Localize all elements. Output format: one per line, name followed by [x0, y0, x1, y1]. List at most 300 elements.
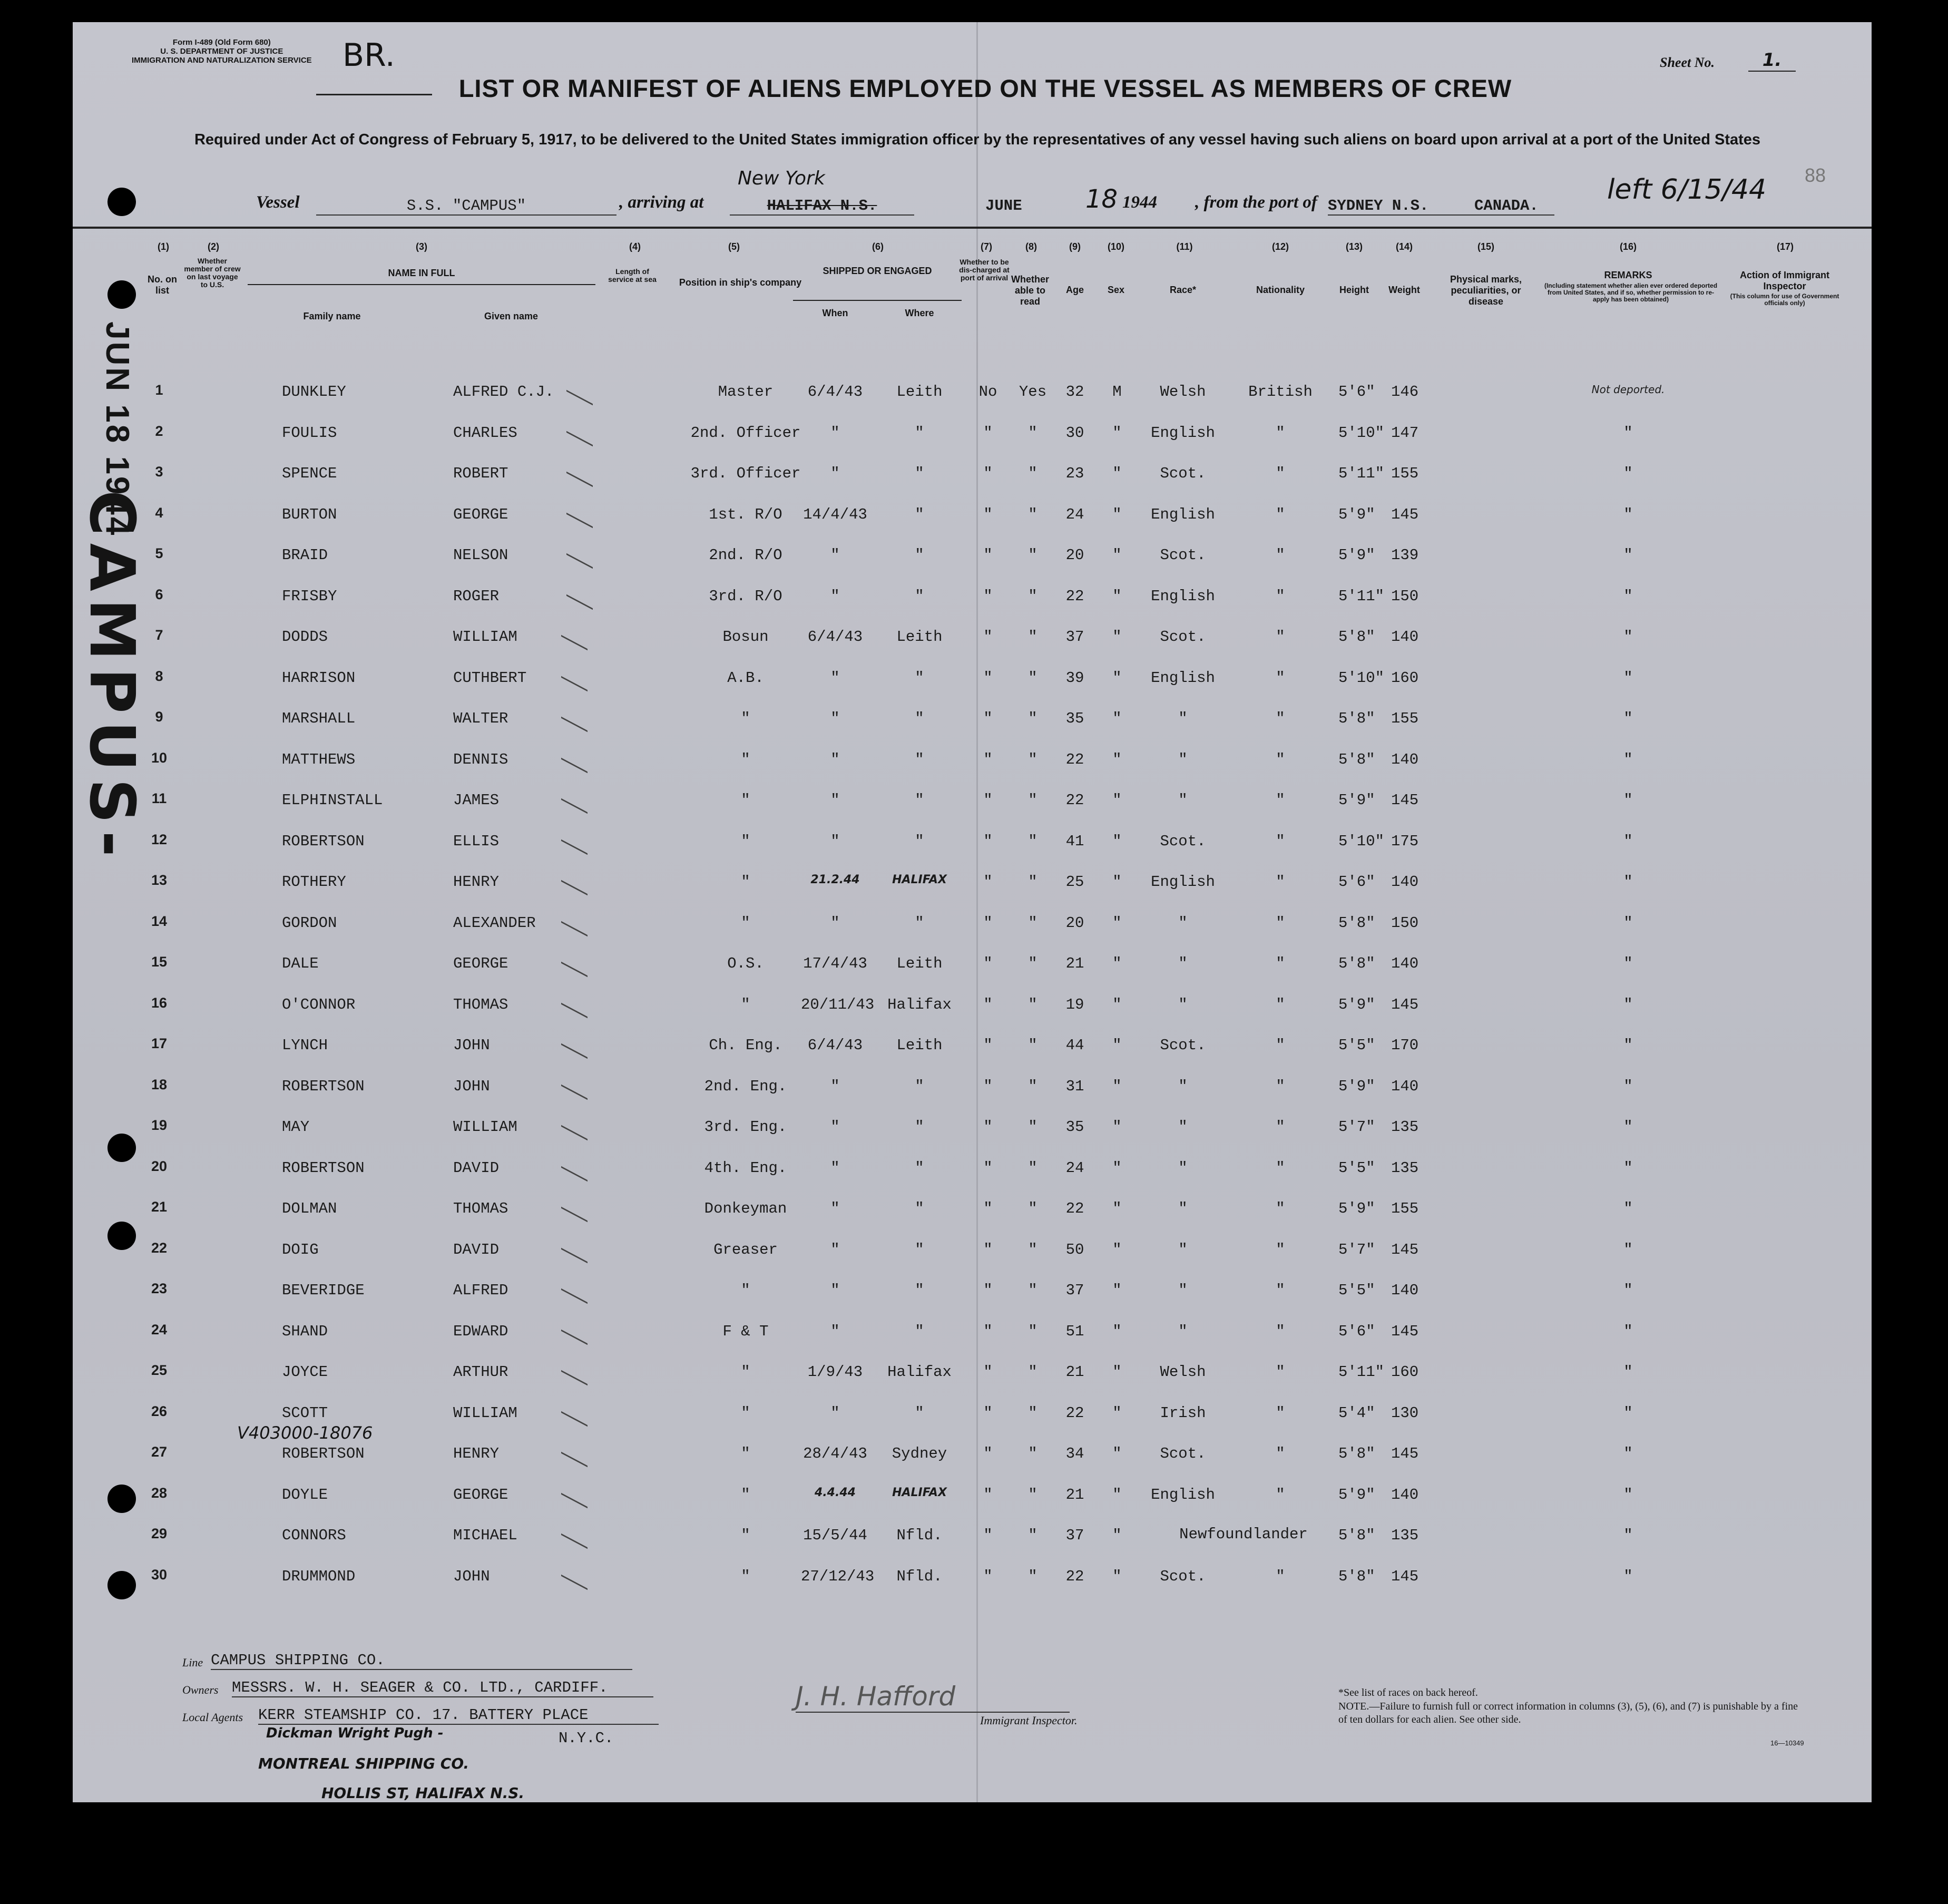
- cell-given: HENRY: [453, 873, 500, 891]
- cell-position: Greaser: [713, 1241, 778, 1258]
- agents-line2: Dickman Wright Pugh -: [266, 1725, 444, 1741]
- sheet-label: Sheet No.: [1660, 55, 1715, 70]
- cell-where: Halifax: [887, 1363, 952, 1381]
- row-number: 19: [151, 1117, 168, 1133]
- cell-weight: 135: [1391, 1159, 1419, 1177]
- table-row: [0, 1036, 1948, 1072]
- cell-remarks: ": [1623, 955, 1633, 972]
- cell-sex: ": [1112, 669, 1122, 687]
- cell-where: ": [915, 832, 924, 850]
- cell-position: ": [741, 995, 750, 1013]
- col-header-sex: Sex: [1107, 285, 1125, 295]
- row-number: 2: [155, 423, 163, 439]
- table-row: [0, 464, 1948, 501]
- cell-age: 51: [1065, 1322, 1084, 1340]
- cell-weight: 155: [1391, 465, 1419, 482]
- table-row: [0, 1526, 1948, 1563]
- cell-when: 6/4/43: [807, 1037, 863, 1054]
- form-dept: U. S. DEPARTMENT OF JUSTICE: [160, 47, 283, 56]
- cell-discharged: ": [983, 1527, 993, 1544]
- cell-height: 5'5": [1338, 1037, 1375, 1054]
- cell-nationality: ": [1276, 628, 1285, 646]
- cell-family: LYNCH: [282, 1037, 328, 1054]
- column-number: (1): [158, 241, 169, 252]
- cell-race: Scot.: [1160, 1567, 1206, 1585]
- cell-age: 21: [1065, 1486, 1084, 1503]
- cell-remarks: ": [1623, 424, 1633, 442]
- cell-weight: 140: [1391, 1486, 1419, 1503]
- from-label: , from the port of: [1195, 193, 1317, 212]
- cell-read: ": [1028, 1567, 1037, 1585]
- cell-height: 5'8": [1338, 1527, 1375, 1544]
- cell-when: ": [830, 1159, 840, 1177]
- cell-given: DAVID: [453, 1159, 500, 1177]
- cell-read: ": [1028, 465, 1037, 482]
- cell-height: 5'8": [1338, 710, 1375, 727]
- cell-read: ": [1028, 1404, 1037, 1422]
- column-number: (14): [1395, 241, 1413, 252]
- cell-sex: ": [1112, 914, 1122, 932]
- cell-given: HENRY: [453, 1445, 500, 1462]
- cell-when: ": [830, 1282, 840, 1299]
- cell-when: ": [830, 424, 840, 442]
- cell-position: Donkeyman: [704, 1200, 787, 1217]
- col-header-no: No. on list: [148, 274, 177, 296]
- cell-read: ": [1028, 1077, 1037, 1095]
- cell-weight: 145: [1391, 792, 1419, 809]
- cell-age: 22: [1065, 792, 1084, 809]
- table-row: [0, 913, 1948, 950]
- row-number: 23: [151, 1281, 168, 1296]
- cell-read: ": [1028, 832, 1037, 850]
- cell-nationality: ": [1276, 1118, 1285, 1136]
- cell-family: DRUMMOND: [282, 1567, 356, 1585]
- cell-family: ROBERTSON: [282, 1445, 365, 1462]
- table-row: [0, 1117, 1948, 1154]
- col-header-race: Race*: [1169, 285, 1197, 295]
- cell-remarks: Not deported.: [1591, 383, 1665, 396]
- table-row: [0, 627, 1948, 664]
- cell-given: ROGER: [453, 587, 500, 605]
- table-row: [0, 587, 1948, 623]
- cell-discharged: ": [983, 505, 993, 523]
- cell-weight: 135: [1391, 1527, 1419, 1544]
- cell-when: 21.2.44: [810, 873, 860, 886]
- cell-race: Scot.: [1160, 546, 1206, 564]
- cell-nationality: ": [1276, 1200, 1285, 1217]
- date-month: JUNE: [985, 197, 1022, 214]
- country: CANADA.: [1474, 197, 1539, 214]
- row-number: 9: [155, 709, 163, 725]
- cell-family: FRISBY: [282, 587, 337, 605]
- cell-race: English: [1151, 424, 1215, 442]
- form-service: IMMIGRATION AND NATURALIZATION SERVICE: [132, 56, 312, 65]
- column-number: (10): [1107, 241, 1124, 252]
- cell-discharged: ": [983, 1118, 993, 1136]
- cell-race: Welsh: [1160, 383, 1206, 401]
- cell-weight: 145: [1391, 505, 1419, 523]
- cell-nationality: ": [1276, 1486, 1285, 1503]
- cell-where: Leith: [896, 628, 943, 646]
- table-row: [0, 750, 1948, 787]
- cell-height: 5'10": [1338, 832, 1385, 850]
- cell-when: 1/9/43: [807, 1363, 863, 1381]
- cell-when: 27/12/43: [801, 1567, 875, 1585]
- cell-family: BURTON: [282, 505, 337, 523]
- cell-discharged: ": [983, 1282, 993, 1299]
- cell-discharged: ": [983, 914, 993, 932]
- cell-age: 22: [1065, 1200, 1084, 1217]
- cell-height: 5'8": [1338, 628, 1375, 646]
- cell-remarks: ": [1623, 465, 1633, 482]
- cell-given: CHARLES: [453, 424, 517, 442]
- cell-race: ": [1178, 995, 1188, 1013]
- cell-given: WALTER: [453, 710, 508, 727]
- cell-remarks: ": [1623, 710, 1633, 727]
- cell-sex: ": [1112, 832, 1122, 850]
- cell-position: 2nd. Eng.: [704, 1077, 787, 1095]
- cell-sex: ": [1112, 1363, 1122, 1381]
- cell-height: 5'11": [1338, 465, 1385, 482]
- cell-remarks: ": [1623, 1363, 1633, 1381]
- cell-discharged: ": [983, 1159, 993, 1177]
- cell-position: 3rd. Officer: [690, 465, 801, 482]
- cell-weight: 135: [1391, 1118, 1419, 1136]
- cell-given: JOHN: [453, 1037, 490, 1054]
- cell-given: THOMAS: [453, 1200, 508, 1217]
- owners-label: Owners: [182, 1683, 219, 1696]
- cell-sex: ": [1112, 1037, 1122, 1054]
- sheet-number: 1.: [1748, 50, 1796, 72]
- cell-where: ": [915, 587, 924, 605]
- col-header-given: Given name: [484, 311, 539, 321]
- cell-sex: ": [1112, 1486, 1122, 1503]
- cell-family: MATTHEWS: [282, 750, 356, 768]
- races-note: *See list of races on back hereof.: [1338, 1687, 1478, 1698]
- cell-weight: 140: [1391, 873, 1419, 891]
- column-number: (15): [1477, 241, 1494, 252]
- table-row: [0, 1199, 1948, 1236]
- cell-position: ": [741, 1527, 750, 1544]
- column-number: (8): [1025, 241, 1037, 252]
- cell-discharged: ": [983, 995, 993, 1013]
- cell-race: Scot.: [1160, 1445, 1206, 1462]
- cell-read: ": [1028, 1363, 1037, 1381]
- cell-given: THOMAS: [453, 995, 508, 1013]
- row-number: 13: [151, 872, 168, 888]
- cell-given: JAMES: [453, 792, 500, 809]
- cell-discharged: ": [983, 832, 993, 850]
- col-header-position: Position in ship's company: [679, 277, 802, 288]
- cell-given: GEORGE: [453, 1486, 508, 1503]
- cell-age: 39: [1065, 669, 1084, 687]
- col-header-height: Height: [1339, 285, 1369, 295]
- arriving-correction: New York: [738, 168, 825, 189]
- cell-position: ": [741, 1282, 750, 1299]
- cell-race: English: [1151, 587, 1215, 605]
- annotation-number: V403000-18076: [237, 1423, 373, 1443]
- cell-nationality: ": [1276, 750, 1285, 768]
- cell-given: NELSON: [453, 546, 508, 564]
- cell-given: ARTHUR: [453, 1363, 508, 1381]
- cell-nationality: ": [1276, 1282, 1285, 1299]
- cell-weight: 146: [1391, 383, 1419, 401]
- cell-age: 35: [1065, 1118, 1084, 1136]
- column-number: (3): [416, 241, 427, 252]
- cell-position: ": [741, 750, 750, 768]
- cell-race: ": [1178, 914, 1188, 932]
- cell-remarks: ": [1623, 1322, 1633, 1340]
- line-label: Line: [182, 1656, 203, 1669]
- cell-nationality: ": [1276, 1322, 1285, 1340]
- cell-race: ": [1178, 710, 1188, 727]
- cell-age: 50: [1065, 1241, 1084, 1258]
- row-number: 3: [155, 464, 163, 480]
- cell-age: 23: [1065, 465, 1084, 482]
- from-port: SYDNEY N.S.: [1328, 197, 1554, 216]
- cell-sex: ": [1112, 546, 1122, 564]
- col-header-name: NAME IN FULL: [248, 268, 595, 285]
- table-row: [0, 382, 1948, 419]
- row-number: 5: [155, 545, 163, 561]
- cell-given: JOHN: [453, 1077, 490, 1095]
- left-note: left 6/15/44: [1607, 174, 1767, 206]
- cell-when: ": [830, 750, 840, 768]
- cell-weight: 140: [1391, 1077, 1419, 1095]
- cell-where: ": [915, 1200, 924, 1217]
- cell-when: ": [830, 1077, 840, 1095]
- column-number: (17): [1776, 241, 1794, 252]
- cell-position: ": [741, 1567, 750, 1585]
- cell-discharged: ": [983, 792, 993, 809]
- table-row: [0, 668, 1948, 705]
- cell-where: ": [915, 465, 924, 482]
- cell-nationality: ": [1276, 1241, 1285, 1258]
- col-header-remarks-note: (Including statement whether alien ever ordered deported from United States, and if so, whether permission to re-apply has been obtained): [1544, 282, 1718, 303]
- cell-read: ": [1028, 424, 1037, 442]
- cell-when: ": [830, 546, 840, 564]
- cell-where: Nfld.: [896, 1527, 943, 1544]
- cell-position: Bosun: [722, 628, 769, 646]
- cell-where: ": [915, 710, 924, 727]
- table-row: [0, 995, 1948, 1032]
- cell-family: ROTHERY: [282, 873, 346, 891]
- cell-when: ": [830, 1322, 840, 1340]
- cell-when: ": [830, 1404, 840, 1422]
- cell-age: 41: [1065, 832, 1084, 850]
- cell-read: ": [1028, 792, 1037, 809]
- cell-when: ": [830, 792, 840, 809]
- cell-age: 32: [1065, 383, 1084, 401]
- cell-age: 21: [1065, 1363, 1084, 1381]
- cell-where: Sydney: [892, 1445, 947, 1462]
- table-row: [0, 1444, 1948, 1481]
- cell-sex: ": [1112, 1527, 1122, 1544]
- cell-read: ": [1028, 873, 1037, 891]
- cell-given: WILLIAM: [453, 628, 517, 646]
- cell-remarks: ": [1623, 1077, 1633, 1095]
- cell-position: 3rd. R/O: [709, 587, 782, 605]
- cell-given: MICHAEL: [453, 1527, 517, 1544]
- cell-given: GEORGE: [453, 955, 508, 972]
- cell-when: ": [830, 1118, 840, 1136]
- cell-read: ": [1028, 914, 1037, 932]
- date-year: 1944: [1122, 193, 1157, 212]
- cell-discharged: ": [983, 1241, 993, 1258]
- cell-age: 37: [1065, 1527, 1084, 1544]
- cell-sex: ": [1112, 1322, 1122, 1340]
- cell-when: 14/4/43: [803, 505, 867, 523]
- cell-weight: 139: [1391, 546, 1419, 564]
- ship-name-stamp: CAMPUS-: [76, 490, 149, 864]
- cell-discharged: No: [978, 383, 997, 401]
- cell-family: SHAND: [282, 1322, 328, 1340]
- table-row: [0, 1362, 1948, 1399]
- cell-sex: ": [1112, 1282, 1122, 1299]
- cell-remarks: ": [1623, 1486, 1633, 1503]
- cell-when: ": [830, 465, 840, 482]
- cell-read: ": [1028, 710, 1037, 727]
- cell-where: HALIFAX: [892, 1486, 947, 1499]
- cell-where: ": [915, 1282, 924, 1299]
- cell-weight: 175: [1391, 832, 1419, 850]
- table-row: [0, 423, 1948, 460]
- cell-when: ": [830, 669, 840, 687]
- cell-read: ": [1028, 1486, 1037, 1503]
- cell-nationality: ": [1276, 669, 1285, 687]
- cell-sex: ": [1112, 505, 1122, 523]
- cell-sex: ": [1112, 628, 1122, 646]
- cell-position: ": [741, 873, 750, 891]
- cell-race: ": [1178, 792, 1188, 809]
- cell-age: 24: [1065, 505, 1084, 523]
- cell-race: ": [1178, 955, 1188, 972]
- cell-read: ": [1028, 995, 1037, 1013]
- cell-nationality: ": [1276, 1363, 1285, 1381]
- cell-discharged: ": [983, 587, 993, 605]
- cell-given: ALEXANDER: [453, 914, 536, 932]
- cell-given: WILLIAM: [453, 1404, 517, 1422]
- cell-remarks: ": [1623, 1118, 1633, 1136]
- cell-family: HARRISON: [282, 669, 356, 687]
- cell-nationality: ": [1276, 1159, 1285, 1177]
- cell-sex: ": [1112, 465, 1122, 482]
- cell-nationality: ": [1276, 1037, 1285, 1054]
- cell-discharged: ": [983, 1037, 993, 1054]
- cell-height: 5'5": [1338, 1282, 1375, 1299]
- row-number: 30: [151, 1566, 168, 1583]
- table-row: [0, 832, 1948, 868]
- cell-race: Newfoundlander: [1179, 1526, 1308, 1543]
- cell-discharged: ": [983, 1077, 993, 1095]
- column-number: (13): [1345, 241, 1363, 252]
- column-number: (11): [1176, 241, 1193, 252]
- inspector-label: Immigrant Inspector.: [980, 1714, 1078, 1727]
- cell-position: A.B.: [727, 669, 764, 687]
- cell-height: 5'9": [1338, 1486, 1375, 1503]
- cell-remarks: ": [1623, 1037, 1633, 1054]
- agents-label: Local Agents: [182, 1711, 243, 1724]
- table-row: [0, 1240, 1948, 1277]
- cell-read: Yes: [1019, 383, 1047, 401]
- agents-line4: HOLLIS ST, HALIFAX N.S.: [321, 1784, 525, 1802]
- cell-height: 5'9": [1338, 792, 1375, 809]
- cell-remarks: ": [1623, 1282, 1633, 1299]
- row-number: 14: [151, 913, 168, 929]
- cell-read: ": [1028, 750, 1037, 768]
- cell-remarks: ": [1623, 1567, 1633, 1585]
- cell-remarks: ": [1623, 1200, 1633, 1217]
- cell-weight: 155: [1391, 710, 1419, 727]
- cell-discharged: ": [983, 1567, 993, 1585]
- cell-when: ": [830, 1241, 840, 1258]
- cell-discharged: ": [983, 1200, 993, 1217]
- punch-hole: [107, 280, 136, 309]
- cell-read: ": [1028, 505, 1037, 523]
- cell-height: 5'6": [1338, 873, 1375, 891]
- row-number: 27: [151, 1444, 168, 1460]
- row-number: 15: [151, 954, 168, 970]
- cell-race: ": [1178, 1077, 1188, 1095]
- cell-weight: 130: [1391, 1404, 1419, 1422]
- cell-sex: M: [1112, 383, 1122, 401]
- cell-remarks: ": [1623, 750, 1633, 768]
- header-rule: [73, 227, 1872, 229]
- cell-position: ": [741, 1445, 750, 1462]
- table-row: [0, 1158, 1948, 1195]
- cell-family: JOYCE: [282, 1363, 328, 1381]
- vessel-label: Vessel: [256, 193, 300, 212]
- cell-race: ": [1178, 750, 1188, 768]
- cell-sex: ": [1112, 1077, 1122, 1095]
- cell-read: ": [1028, 1241, 1037, 1258]
- cell-sex: ": [1112, 955, 1122, 972]
- cell-nationality: ": [1276, 1567, 1285, 1585]
- cell-when: ": [830, 710, 840, 727]
- cell-discharged: ": [983, 546, 993, 564]
- cell-height: 5'8": [1338, 955, 1375, 972]
- cell-nationality: ": [1276, 587, 1285, 605]
- cell-height: 5'9": [1338, 1200, 1375, 1217]
- cell-age: 19: [1065, 995, 1084, 1013]
- cell-nationality: ": [1276, 424, 1285, 442]
- cell-age: 20: [1065, 546, 1084, 564]
- corner-number: 88: [1805, 164, 1826, 186]
- cell-position: Ch. Eng.: [709, 1037, 782, 1054]
- cell-when: 15/5/44: [803, 1527, 867, 1544]
- cell-height: 5'9": [1338, 1077, 1375, 1095]
- cell-given: EDWARD: [453, 1322, 508, 1340]
- cell-given: CUTHBERT: [453, 669, 527, 687]
- cell-sex: ": [1112, 1241, 1122, 1258]
- table-row: [0, 1281, 1948, 1317]
- cell-family: DOLMAN: [282, 1200, 337, 1217]
- cell-age: 35: [1065, 710, 1084, 727]
- row-number: 16: [151, 994, 168, 1011]
- cell-where: Halifax: [887, 995, 952, 1013]
- cell-family: ROBERTSON: [282, 1159, 365, 1177]
- cell-where: ": [915, 1322, 924, 1340]
- cell-read: ": [1028, 1445, 1037, 1462]
- cell-family: SCOTT: [282, 1404, 328, 1422]
- cell-remarks: ": [1623, 995, 1633, 1013]
- cell-given: DENNIS: [453, 750, 508, 768]
- column-number: (2): [208, 241, 219, 252]
- cell-position: O.S.: [727, 955, 764, 972]
- col-header-action-note: (This column for use of Government officials only): [1730, 292, 1839, 307]
- cell-family: SPENCE: [282, 465, 337, 482]
- cell-position: 2nd. R/O: [709, 546, 782, 564]
